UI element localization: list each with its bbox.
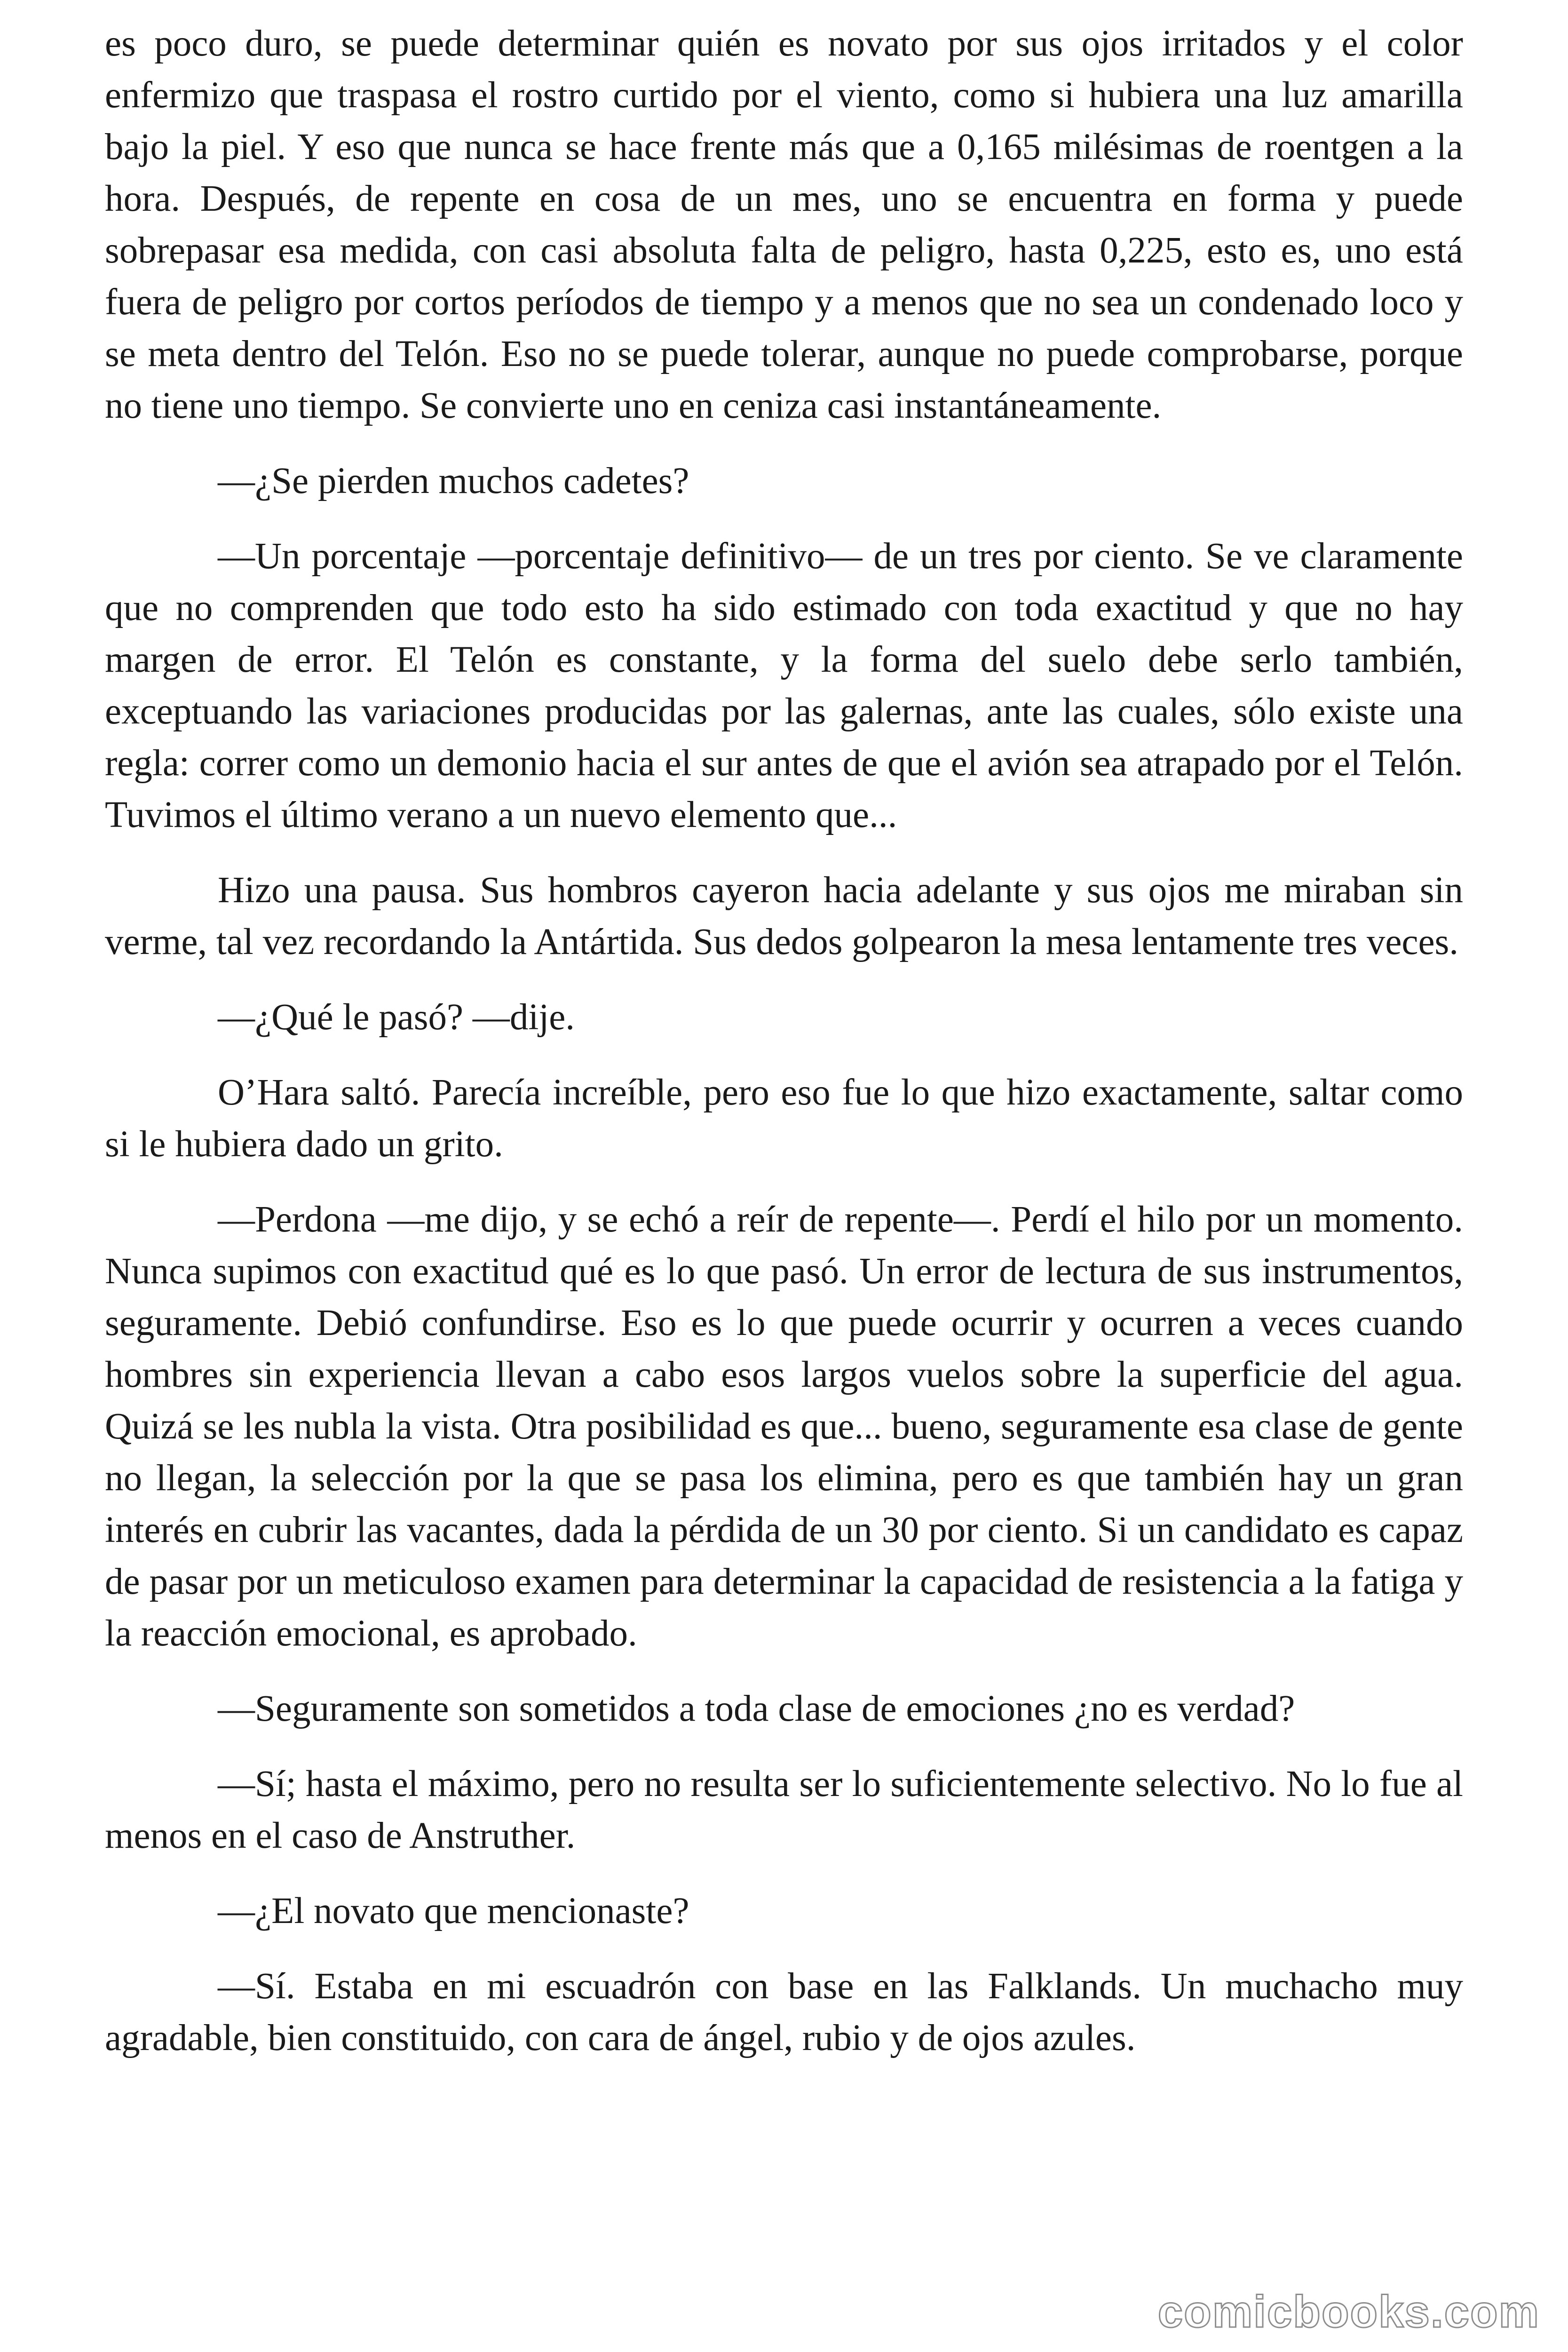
document-page bbox=[105, 18, 1463, 2088]
paragraph: O’Hara saltó. Parecía increíble, pero eso fue lo que hizo exactamente, saltar como si le hubiera dado un grito. bbox=[105, 1072, 1463, 1165]
paragraph: —Seguramente son sometidos a toda clase de emociones ¿no es verdad? bbox=[218, 1688, 1295, 1729]
paragraph: —¿El novato que mencionaste? bbox=[218, 1891, 689, 1931]
site-watermark: comicbooks.com bbox=[1157, 2287, 1540, 2337]
paragraph: es poco duro, se puede determinar quién es novato por sus ojos irritados y el color enfermizo que traspasa el rostro curtido por el viento, como si hubiera una luz amarilla bajo la piel. Y eso que nunca se hace frente más que a 0,165 milésimas de roentgen a la hora. Después, de repente en cosa de un mes, uno se encuentra en forma y puede sobrepasar esa medida, con casi absoluta falta de peligro, hasta 0,225, esto es, uno está fuera de peligro por cortos períodos de tiempo y a menos que no sea un condenado loco y se meta dentro del Telón. Eso no se puede tolerar, aunque no puede comprobarse, porque no tiene uno tiempo. Se convierte uno en ceniza casi instantáneamente. bbox=[105, 23, 1463, 426]
paragraph: Hizo una pausa. Sus hombros cayeron hacia adelante y sus ojos me miraban sin verme, tal vez recordando la Antártida. Sus dedos golpearon la mesa lentamente tres veces. bbox=[105, 870, 1463, 962]
paragraph: —Perdona —me dijo, y se echó a reír de repente—. Perdí el hilo por un momento. Nunca supimos con exactitud qué es lo que pasó. Un error de lectura de sus instrumentos, seguramente. Debió confundirse. Eso es lo que puede ocurrir y ocurren a veces cuando hombres sin experiencia llevan a cabo esos largos vuelos sobre la superficie del agua. Quizá se les nubla la vista. Otra posibilidad es que... bueno, seguramente esa clase de gente no llegan, la selección por la que se pasa los elimina, pero es que también hay un gran interés en cubrir las vacantes, dada la pérdida de un 30 por ciento. Si un candidato es capaz de pasar por un meticuloso examen para determinar la capacidad de resistencia a la fatiga y la reacción emocional, es aprobado. bbox=[105, 1199, 1463, 1654]
paragraph: —Sí. Estaba en mi escuadrón con base en las Falklands. Un muchacho muy agradable, bien constituido, con cara de ángel, rubio y de ojos azules. bbox=[105, 1966, 1463, 2058]
paragraph: —Sí; hasta el máximo, pero no resulta ser lo suficientemente selectivo. No lo fue al menos en el caso de Anstruther. bbox=[105, 1764, 1463, 1856]
paragraph: —¿Se pierden muchos cadetes? bbox=[218, 461, 689, 501]
paragraph: —¿Qué le pasó? —dije. bbox=[218, 997, 575, 1038]
paragraph: —Un porcentaje —porcentaje definitivo— de un tres por ciento. Se ve claramente que no comprenden que todo esto ha sido estimado con toda exactitud y que no hay margen de error. El Telón es constante, y la forma del suelo debe serlo también, exceptuando las variaciones producidas por las galernas, ante las cuales, sólo existe una regla: correr como un demonio hacia el sur antes de que el avión sea atrapado por el Telón. Tuvimos el último verano a un nuevo elemento que... bbox=[105, 536, 1463, 835]
